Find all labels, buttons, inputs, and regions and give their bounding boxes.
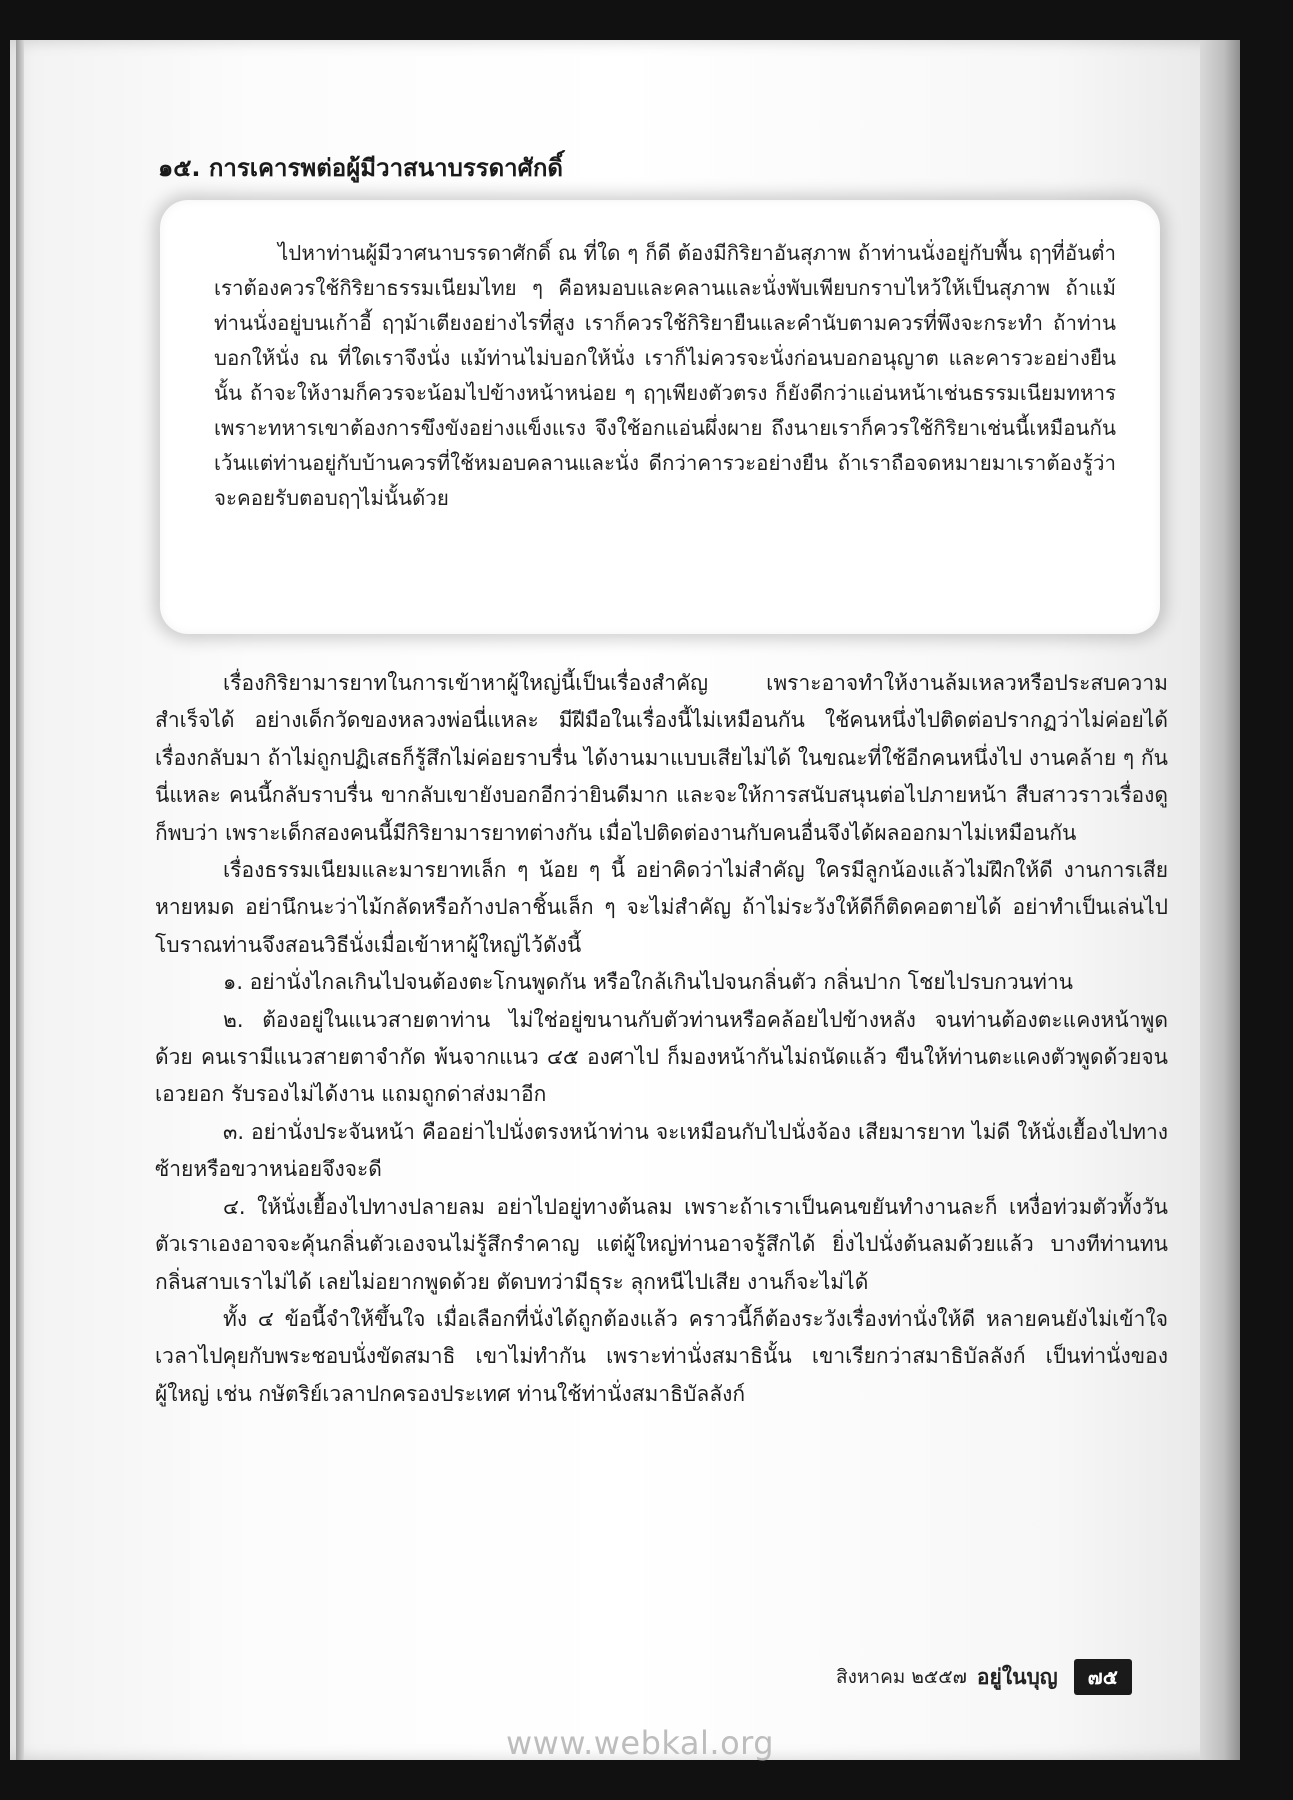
paragraph: ทั้ง ๔ ข้อนี้จำให้ขึ้นใจ เมื่อเลือกที่นั่งได้ถูกต้องแล้ว คราวนี้ก็ต้องระวังเรื่องท่านั่งให้ดี หลายคนยังไม่เข้าใจ เวลาไปคุยกับพระชอบนั่งขัดสมาธิ เขาไม่ทำกัน เพราะท่านั่งสมาธินั้น เขาเรียกว่าสมาธิบัลลังก์ เป็นท่านั่งของผู้ใหญ่ เช่น กษัตริย์เวลาปกครองประเทศ ท่านใช้ท่านั่งสมาธิบัลลังก์	[155, 1306, 1168, 1406]
body-text	[155, 665, 1168, 1413]
list-item-3: ๓. อย่านั่งประจันหน้า คืออย่าไปนั่งตรงหน้าท่าน จะเหมือนกับไปนั่งจ้อง เสียมารยาท ไม่ดี ให้นั่งเยื้องไปทางซ้ายหรือขวาหน่อยจึงจะดี	[155, 1119, 1168, 1182]
quote-box	[160, 200, 1160, 634]
magazine-name: อยู่ในบุญ	[976, 1664, 1058, 1689]
watermark: www.webkal.org	[506, 1724, 775, 1762]
page-footer	[836, 1660, 1132, 1694]
section-heading: ๑๕. การเคารพต่อผู้มีวาสนาบรรดาศักดิ์	[158, 154, 564, 182]
paragraph: เรื่องกิริยามารยาทในการเข้าหาผู้ใหญ่นี้เป็นเรื่องสำคัญ เพราะอาจทำให้งานล้มเหลวหรือประสบความสำเร็จได้ อย่างเด็กวัดของหลวงพ่อนี่แหละ มีฝีมือในเรื่องนี้ไม่เหมือนกัน ใช้คนหนึ่งไปติดต่อปรากฏว่าไม่ค่อยได้เรื่องกลับมา ถ้าไม่ถูกปฏิเสธก็รู้สึกไม่ค่อยราบรื่น ได้งานมาแบบเสียไม่ได้ ในขณะที่ใช้อีกคนหนึ่งไป งานคล้าย ๆ กันนี่แหละ คนนี้กลับราบรื่น ขากลับเขายังบอกอีกว่ายินดีมาก และจะให้การสนับสนุนต่อไปภายหน้า สืบสาวราวเรื่องดูก็พบว่า เพราะเด็กสองคนนี้มีกิริยามารยาทต่างกัน เมื่อไปติดต่องานกับคนอื่นจึงได้ผลออกมาไม่เหมือนกัน	[155, 671, 1168, 845]
page-number: ๗๕	[1074, 1659, 1132, 1695]
list-item-1: ๑. อย่านั่งไกลเกินไปจนต้องตะโกนพูดกัน หรือใกล้เกินไปจนกลิ่นตัว กลิ่นปาก โชยไปรบกวนท่าน	[223, 970, 1073, 995]
issue-date: สิงหาคม ๒๕๕๗	[836, 1666, 967, 1688]
page-edge	[1200, 40, 1240, 1760]
book-spine	[16, 40, 24, 1760]
list-item-2: ๒. ต้องอยู่ในแนวสายตาท่าน ไม่ใช่อยู่ขนานกับตัวท่านหรือคล้อยไปข้างหลัง จนท่านต้องตะแคงหน้าพูดด้วย คนเรามีแนวสายตาจำกัด พ้นจากแนว ๔๕ องศาไป ก็มองหน้ากันไม่ถนัดแล้ว ขืนให้ท่านตะแคงตัวพูดด้วยจนเอวยอก รับรองไม่ได้งาน แถมถูกด่าส่งมาอีก	[155, 1007, 1168, 1107]
list-item-4: ๔. ให้นั่งเยื้องไปทางปลายลม อย่าไปอยู่ทางต้นลม เพราะถ้าเราเป็นคนขยันทำงานละก็ เหงื่อท่วมตัวทั้งวัน ตัวเราเองอาจจะคุ้นกลิ่นตัวเองจนไม่รู้สึกรำคาญ แต่ผู้ใหญ่ท่านอาจรู้สึกได้ ยิ่งไปนั่งต้นลมด้วยแล้ว บางทีท่านทนกลิ่นสาบเราไม่ได้ เลยไม่อยากพูดด้วย ตัดบทว่ามีธุระ ลุกหนีไปเสีย งานก็จะไม่ได้	[155, 1194, 1168, 1294]
quote-paragraph: ไปหาท่านผู้มีวาศนาบรรดาศักดิ์ ณ ที่ใด ๆ ก็ดี ต้องมีกิริยาอันสุภาพ ถ้าท่านนั่งอยู่กับพื้น ฤๅที่อันต่ำ เราต้องควรใช้กิริยาธรรมเนียมไทย ๆ คือหมอบและคลานและนั่งพับเพียบกราบไหว้ให้เป็นสุภาพ ถ้าแม้ท่านนั่งอยู่บนเก้าอี้ ฤๅม้าเตียงอย่างไรที่สูง เราก็ควรใช้กิริยายืนและคำนับตามควรที่พึงจะกระทำ ถ้าท่านบอกให้นั่ง ณ ที่ใดเราจึงนั่ง แม้ท่านไม่บอกให้นั่ง เราก็ไม่ควรจะนั่งก่อนบอกอนุญาต และคารวะอย่างยืนนั้น ถ้าจะให้งามก็ควรจะน้อมไปข้างหน้าหน่อย ๆ ฤๅเพียงตัวตรง ก็ยังดีกว่าแอ่นหน้าเช่นธรรมเนียมทหาร เพราะทหารเขาต้องการขึงขังอย่างแข็งแรง จึงใช้อกแอ่นผึ่งผาย ถึงนายเราก็ควรใช้กิริยาเช่นนี้เหมือนกัน เว้นแต่ท่านอยู่กับบ้านควรที่ใช้หมอบคลานและนั่ง ดีกว่าคารวะอย่างยืน ถ้าเราถือจดหมายมาเราต้องรู้ว่าจะคอยรับตอบฤๅไม่นั้นด้วย	[214, 241, 1116, 510]
paragraph: เรื่องธรรมเนียมและมารยาทเล็ก ๆ น้อย ๆ นี้ อย่าคิดว่าไม่สำคัญ ใครมีลูกน้องแล้วไม่ฝึกให้ดี งานการเสียหายหมด อย่านึกนะว่าไม้กลัดหรือก้างปลาชิ้นเล็ก ๆ จะไม่สำคัญ ถ้าไม่ระวังให้ดีก็ติดคอตายได้ อย่าทำเป็นเล่นไป โบราณท่านจึงสอนวิธีนั่งเมื่อเข้าหาผู้ใหญ่ไว้ดังนี้	[155, 858, 1168, 957]
